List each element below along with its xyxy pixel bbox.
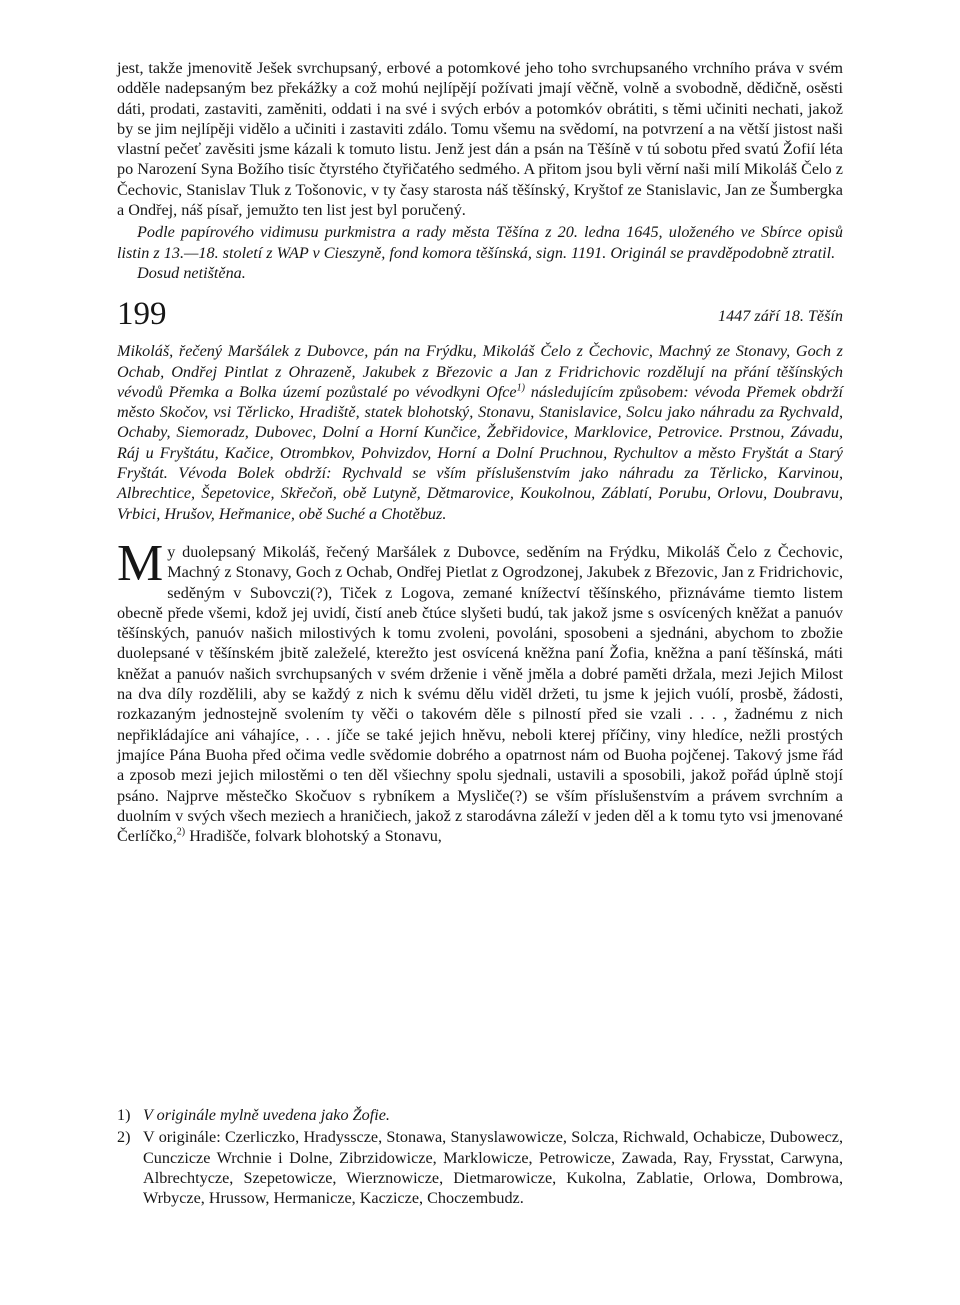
footnotes-section [117, 1105, 843, 1210]
footnote-2-mark: 2) [117, 1128, 131, 1147]
publication-note: Dosud netištěna. [137, 263, 246, 282]
document-page [117, 58, 843, 846]
dropcap-initial: M [117, 534, 164, 592]
document-number: 199 [117, 296, 167, 333]
footnote-1-text: V originále mylně uvedena jako Žofie. [143, 1106, 390, 1124]
regest-text-part2: následujícím způsobem: vévoda Přemek obdrží město Skočov, vsi Těrlicko, Hradiště, statek blohotský, Stonavu, Stanislavice, Solcu jako náhradu za Rychvald, Ochaby, Siemoradz, Dubovec, Dolní a Horní Kunčice, Žebřidovice, Marklovice, Petrovice. Prstnou, Závadu, Ráj u Fryštátu, Kačice, Otrombkov, Pohvizdov, Horní a Dolní Pruchnou, Rychultov a město Fryštát a Starý Fryštát. Vévoda Bolek obdrží: Rychvald se vším příslušenstvím jako náhradu za Těrlicko, Karvinou, Albrechtice, Šepetovice, Skřečoň, obě Lutyně, Dětmarovice, Koukolnou, Záblatí, Porubu, Orlovu, Doubravu, Vrbici, Hrušov, Heřmanice, obě Suché a Chotěbuz. [117, 382, 843, 523]
footnote-reference-1: 1) [516, 382, 525, 394]
footnote-reference-2: 2) [176, 826, 186, 838]
footnote-1 [117, 1105, 843, 1125]
footnote-2-text: V originále: Czerliczko, Hradysscze, Stonawa, Stanyslawowicze, Solcza, Richwald, Ochabicze, Dubowecz, Cunczicze Wrchnie i Dolne, Zibrzidowicze, Marklowicze, Petrowicze, Zawada, Ray, Frysstat, Carwyna, Albrechtycze, Szepetowicze, Wierznowicze, Dietmarowicze, Kukolna, Zablatie, Orlowa, Dombrowa, Wrbycze, Hrussow, Hermanicze, Kaczicze, Choczembudz. [143, 1128, 843, 1208]
document-text-part2: Hradišče, folvark blohotský a Stonavu, [185, 827, 442, 846]
footnote-1-mark: 1) [117, 1106, 131, 1124]
document-header [117, 295, 843, 341]
regest-text-part1: Mikoláš, řečený Maršálek z Dubovce, pán na Frýdku, Mikoláš Čelo z Čechovic, Machný ze Stonavy, Goch z Ochab, Ondřej Pintlat z Ohrazeně, Jakubek z Březovic a Jan z Fridrichovic rozdělují na přání těšínských vévodů Přemka a Bolka území pozůstalé po vévodkyni Ofce [117, 342, 843, 401]
document-text [117, 534, 843, 846]
document-regest [117, 341, 843, 524]
previous-document-closing-text: jest, takže jmenovitě Ješek svrchupsaný, erbové a potomkové jeho toho svrchupsaného vrchního práva v svém odděle nadepsaným bez překážky a což mohú nejlípějí požívati jmají věčně, volně a svobodně, dědičně, osěsti dáti, prodati, zastaviti, zaměniti, oddati i na své i svých erbóv a potomkóv obrátiti, s těmi učiniti nechati, jakož by se jim nejlípěji vidělo a učiniti i zastaviti zdálo. Tomu všemu na svědomí, na potvrzení a na větší jistost naši vlastní pečeť zavěsiti jsme kázali k tomuto listu. Jenž jest dán a psán na Těšíně v tú sobotu před svatú Žofií léta po Narození Syna Božího tisíc čtyrstého čtyřičatého sedmého. A přitom jsou byli věrní naši milí Mikoláš Čelo z Čechovic, Stanislav Tluk z Tošonovic, v ty časy starosta náš těšínský, Kryštof ze Stanislavic, Jan ze Šumbergka a Ondřej, náš písař, jemužto ten list jest byl poručený. [117, 59, 843, 220]
document-date-place: 1447 září 18. Těšín [717, 307, 843, 326]
document-text-part1: y duolepsaný Mikoláš, řečený Maršálek z Dubovce, seděním na Frýdku, Mikoláš Čelo z Čechovic, Machný z Stonavy, Goch z Ochab, Ondřej Pietlat z Ogrodzonej, Jakubek z Březovic, Jan z Fridrichovic, seděným v Subovczi(?), Tiček z Logova, zemané knížectví těšínského, přiznáváme tiemto listem obecně přede všemi, kdož jej uvidí, čistí aneb čtúce slyšeti budú, tak jakož jsme s osvícených kněžat a panuóv těšínských, panuóv našich milostivých k tomu zvoleni, povoláni, sposobeni a sjednáni, abychom to zbožie duolepsané v těšínském jbitě zaleželé, kterežto jest osvícená kněžna paní Žofia, kněžna a paní těšínská, máti kněžat a panuóv našich svrchupsaných v svém drženie i věně jměla a dobré paměti držala, mezi Jejich Milost na dva díly rozdělili, aby se každý z nich k svému dělu viděl držeti, tu jsme k jejich vuólí, prosbě, žádosti, rozkazaným jednostejně svolením ty věči o takovém děle s pilností před sie vzali . . . , žadnému z nich nepřikládajíce ani váhajíce, . . . jíče se také jejich hněvu, neboli kterej příčiny, viny hledíce, nežli prostých jmajíce Pána Buoha před očima vedle svědomie dobrého a opatrnost nám od Buoha pojčenej. Takový jsme řád a zposob mezi jejich milostěmi o ten děl všiechny spolu sjednali, ustavili a sposobili, jakož pořád úplně stojí psáno. Najprve městečko Skočuov s rybníkem a Mysliče(?) se vším příslušenstvím a právem svrchním a duolním v svých všech meziech a hraničiech, jakož z starodávna záleží v jeden děl a k tomu tyto vsi jmenované Čerlíčko, [117, 542, 843, 846]
source-note: Podle papírového vidimusu purkmistra a rady města Těšína z 20. ledna 1645, uloženého ve Sbírce opisů listin z 13.—18. století z WAP v Cieszyně, fond komora těšínská, sign. 1191. Originál se pravděpodobně ztratil. [117, 223, 843, 262]
footnote-2 [117, 1127, 843, 1208]
